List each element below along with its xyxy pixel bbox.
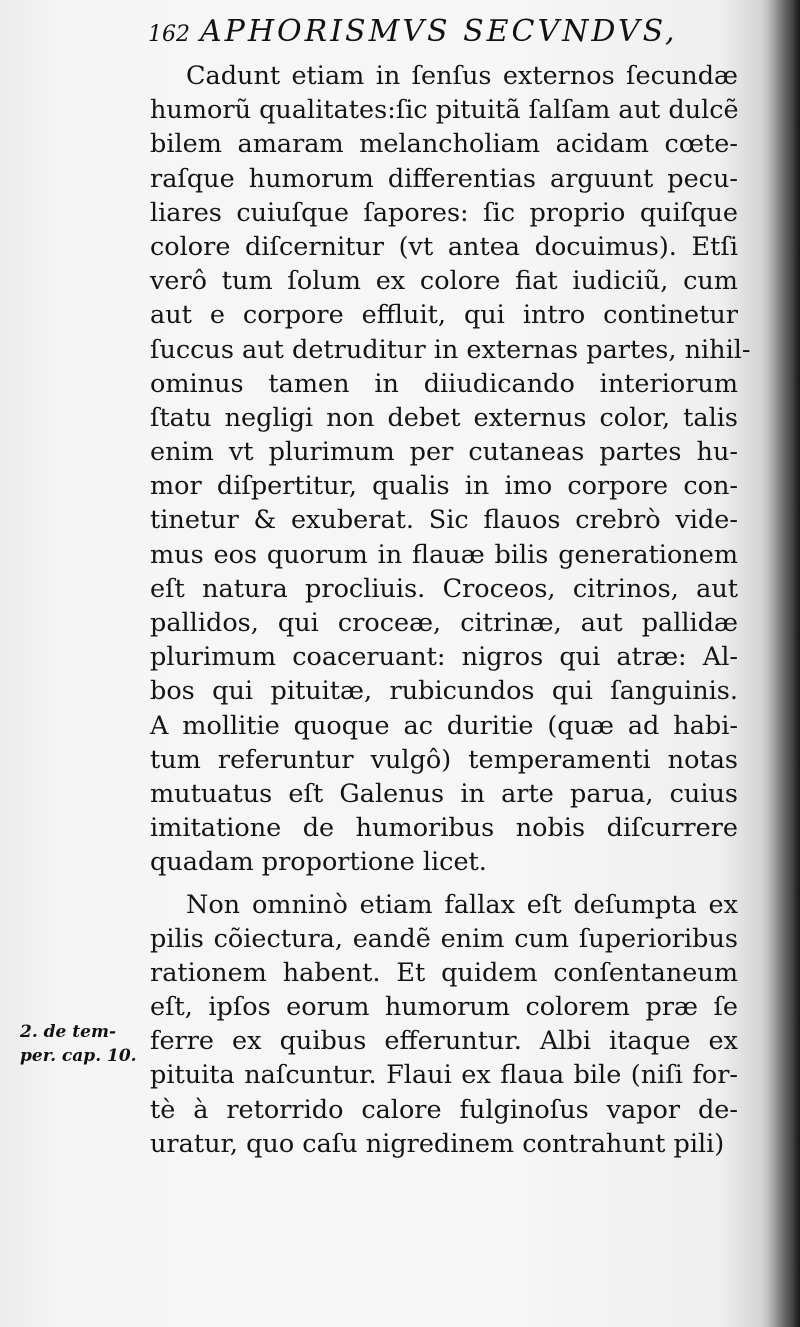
text-line: mor diſpertitur, qualis in imo corpore con- [150,471,738,502]
gutter-shadow [760,0,800,1327]
text-line: eſt, ipſos eorum humorum colorem præ ſe [150,992,738,1023]
running-title: APHORISMVS SECVNDVS, [200,14,678,49]
text-line: raſque humorum differentias arguunt pecu- [150,163,738,194]
text-line: pilis cõiectura, eandẽ enim cum ſuperioribus [150,923,738,954]
text-line: pituita naſcuntur. Flaui ex flaua bile (niſi for- [150,1060,738,1091]
text-line: humorũ qualitates:ſic pituitã ſalſam aut dulcẽ [150,95,739,126]
page-number: 162 [148,22,190,47]
text-line: tum referuntur vulgô) temperamenti notas [150,744,738,775]
text-line: ominus tamen in diiudicando interiorum [150,368,738,399]
text-line: pallidos, qui croceæ, citrinæ, aut pallidæ [150,608,738,638]
main-text [150,59,751,1161]
text-line: ſuccus aut detruditur in externas partes, nihil- [150,334,751,365]
margin-note [20,1020,138,1068]
text-line: enim vt plurimum per cutaneas partes hu- [150,437,738,468]
text-line: bos qui pituitæ, rubicundos qui ſanguinis. [150,676,738,707]
text-line: plurimum coaceruant: nigros qui atræ: Al- [150,642,738,673]
text-line: verô tum ſolum ex colore fiat iudiciũ, cum [150,266,738,297]
text-line: bilem amaram melancholiam acidam cœte- [150,129,738,160]
text-line: liares cuiuſque ſapores: ſic proprio quiſque [150,197,738,228]
text-line: rationem habent. Et quidem conſentaneum [150,957,738,988]
text-line: quadam proportione licet. [150,847,487,878]
margin-note-line: 2. de tem- [20,1022,116,1042]
text-line: A mollitie quoque ac duritie (quæ ad habi- [150,710,738,741]
text-line: aut e corpore effluit, qui intro continetur [150,300,738,331]
text-line: mutuatus eſt Galenus in arte parua, cuius [150,778,738,809]
text-line: ſtatu negligi non debet externus color, talis [150,402,738,433]
margin-note-line: per. cap. 10. [20,1046,137,1066]
text-line: Cadunt etiam in ſenſus externos ſecundæ [186,61,738,91]
text-line: Non omninò etiam fallax eſt deſumpta ex [186,889,738,920]
text-line: mus eos quorum in flauæ bilis generationem [150,539,738,570]
text-line: colore diſcernitur (vt antea docuimus). Etſi [150,231,738,262]
page-header [148,14,748,54]
text-line: imitatione de humoribus nobis diſcurrere [150,813,738,844]
text-line: tè à retorrido calore fulginoſus vapor de- [150,1094,738,1125]
text-line: uratur, quo caſu nigredinem contrahunt pili) [150,1128,725,1159]
text-line: eſt natura procliuis. Croceos, citrinos, aut [150,573,738,604]
text-line: ferre ex quibus efferuntur. Albi itaque ex [150,1026,738,1057]
text-line: tinetur & exuberat. Sic flauos crebrò vide- [150,505,738,536]
